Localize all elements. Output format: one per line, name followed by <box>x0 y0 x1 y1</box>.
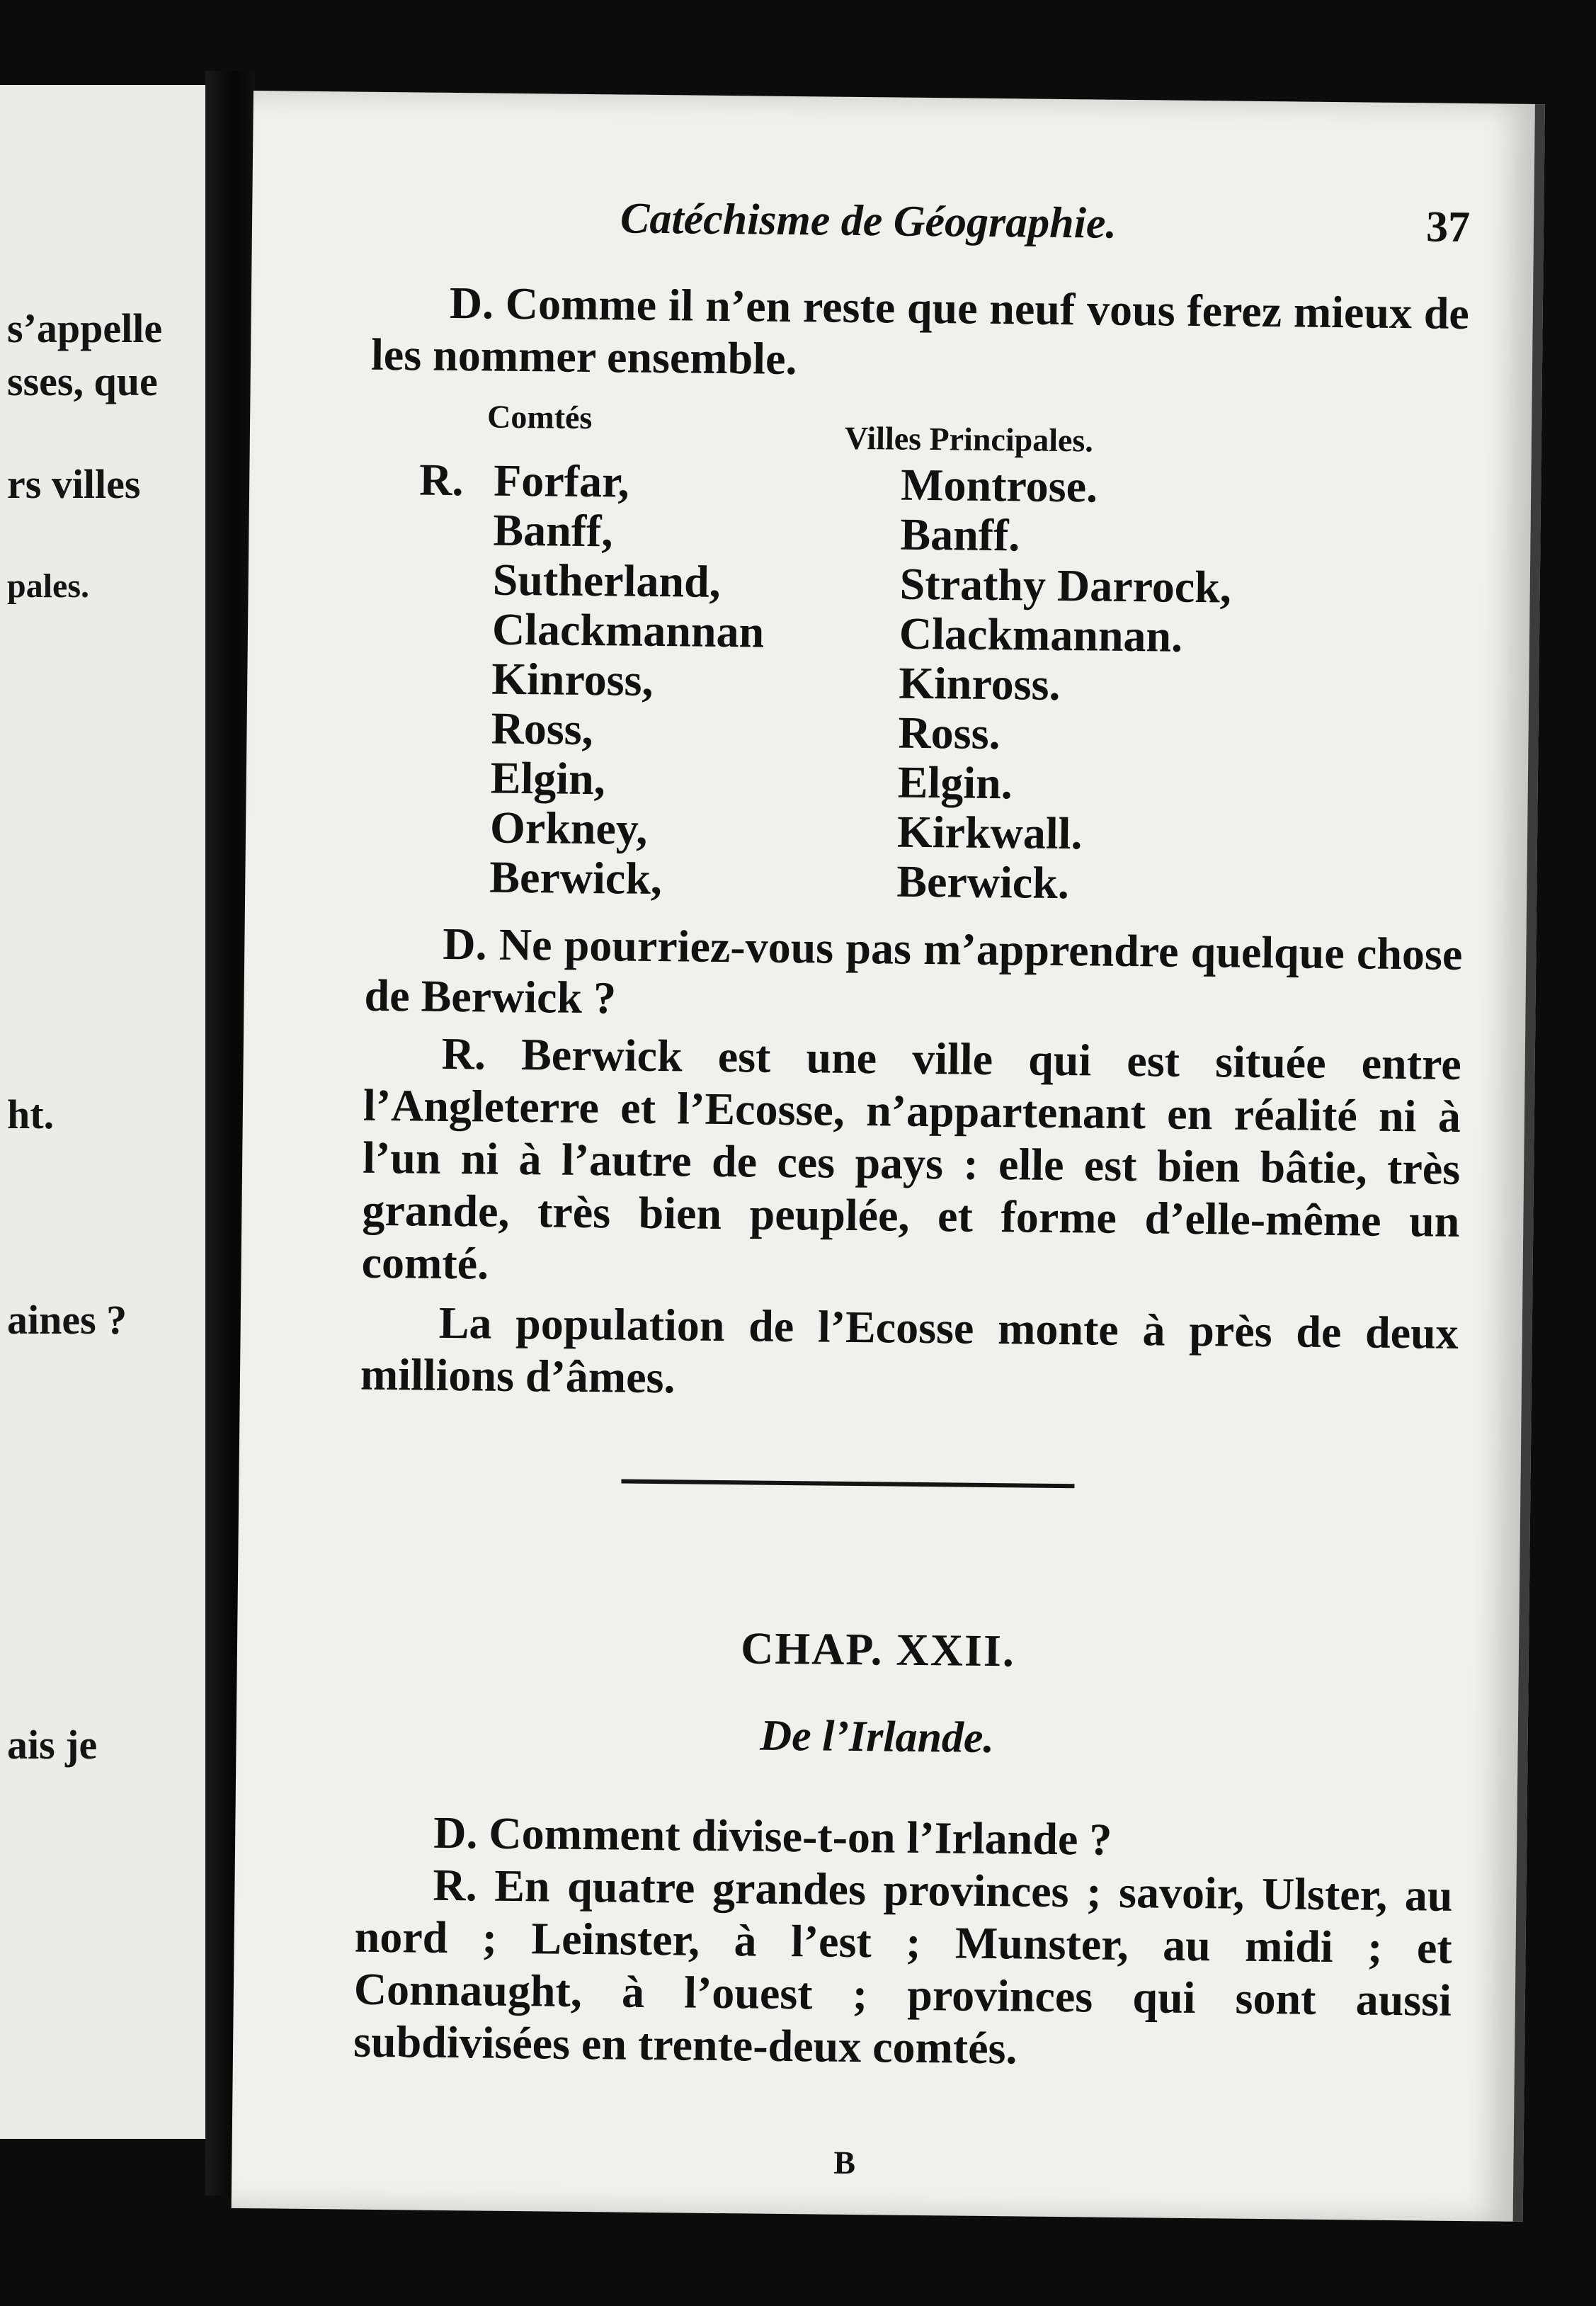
question-berwick: D. Ne pourriez-vous pas m’apprendre quelque chose de Berwick ? <box>364 918 1463 1023</box>
left-fragment-line: s’appelle <box>7 305 163 351</box>
population-note: La population de l’Ecosse monte à près de deux millions d’âmes. <box>360 1297 1459 1403</box>
county-name: Clackmannan <box>491 603 765 657</box>
column-header-counties: Comtés <box>486 398 593 436</box>
county-name: Orkney, <box>489 802 648 854</box>
county-name: Forfar, <box>493 455 629 507</box>
town-name: Banff. <box>900 509 1020 561</box>
town-name: Elgin. <box>897 756 1013 809</box>
book-page <box>232 91 1545 2222</box>
running-header <box>252 190 1534 260</box>
chapter-heading: CHAP. XXII. <box>740 1623 1016 1676</box>
section-divider <box>621 1479 1074 1489</box>
answer-ireland: R. En quatre grandes provinces ; savoir, Ulster, au nord ; Leinster, à l’est ; Munster, au midi ; et Connaught, à l’ouest ; provinces qui sont aussi subdivisées en trente-deux comtés. <box>353 1859 1453 2074</box>
town-name: Strathy Darrock, <box>899 558 1232 613</box>
county-name: Berwick, <box>489 851 663 904</box>
county-name: Kinross, <box>491 653 654 705</box>
column-header-towns: Villes Principales. <box>844 419 1094 459</box>
town-name: Kinross. <box>898 657 1061 710</box>
county-name: Elgin, <box>490 752 606 805</box>
town-name: Berwick. <box>896 856 1070 909</box>
town-name: Ross. <box>898 707 1001 759</box>
answer-berwick: R. Berwick est une ville qui est située entre l’Angleterre et l’Ecosse, n’appartenant en réalité ni à l’un ni à l’autre de ces pays : elle est bien bâtie, très grande, très bien peuplée, et forme d’elle-même un comté. <box>361 1028 1462 1289</box>
left-fragment-line: pales. <box>7 567 90 605</box>
chapter-subtitle: De l’Irlande. <box>760 1711 995 1763</box>
town-name: Kirkwall. <box>896 806 1083 859</box>
question-ireland: D. Comment divise-t-on l’Irlande ? <box>433 1807 1112 1865</box>
county-name: Sutherland, <box>492 554 722 607</box>
left-page-fragment <box>0 85 207 2139</box>
town-name: Clackmannan. <box>899 608 1183 661</box>
answer-marker: R. <box>418 454 464 506</box>
county-name: Ross, <box>491 703 593 755</box>
left-fragment-line: ais je <box>7 1722 98 1768</box>
page-number: 37 <box>1425 203 1471 251</box>
county-name: Banff, <box>493 504 613 557</box>
town-name: Montrose. <box>900 459 1098 512</box>
signature-mark: B <box>833 2144 856 2181</box>
left-fragment-line: sses, que <box>7 358 158 404</box>
intro-question: D. Comme il n’en reste que neuf vous ferez mieux de les nommer ensemble. <box>370 277 1470 385</box>
running-title: Catéchisme de Géographie. <box>620 194 1117 248</box>
left-fragment-line: ht. <box>7 1091 55 1137</box>
left-fragment-line: aines ? <box>7 1297 127 1343</box>
left-fragment-line: rs villes <box>7 461 141 507</box>
